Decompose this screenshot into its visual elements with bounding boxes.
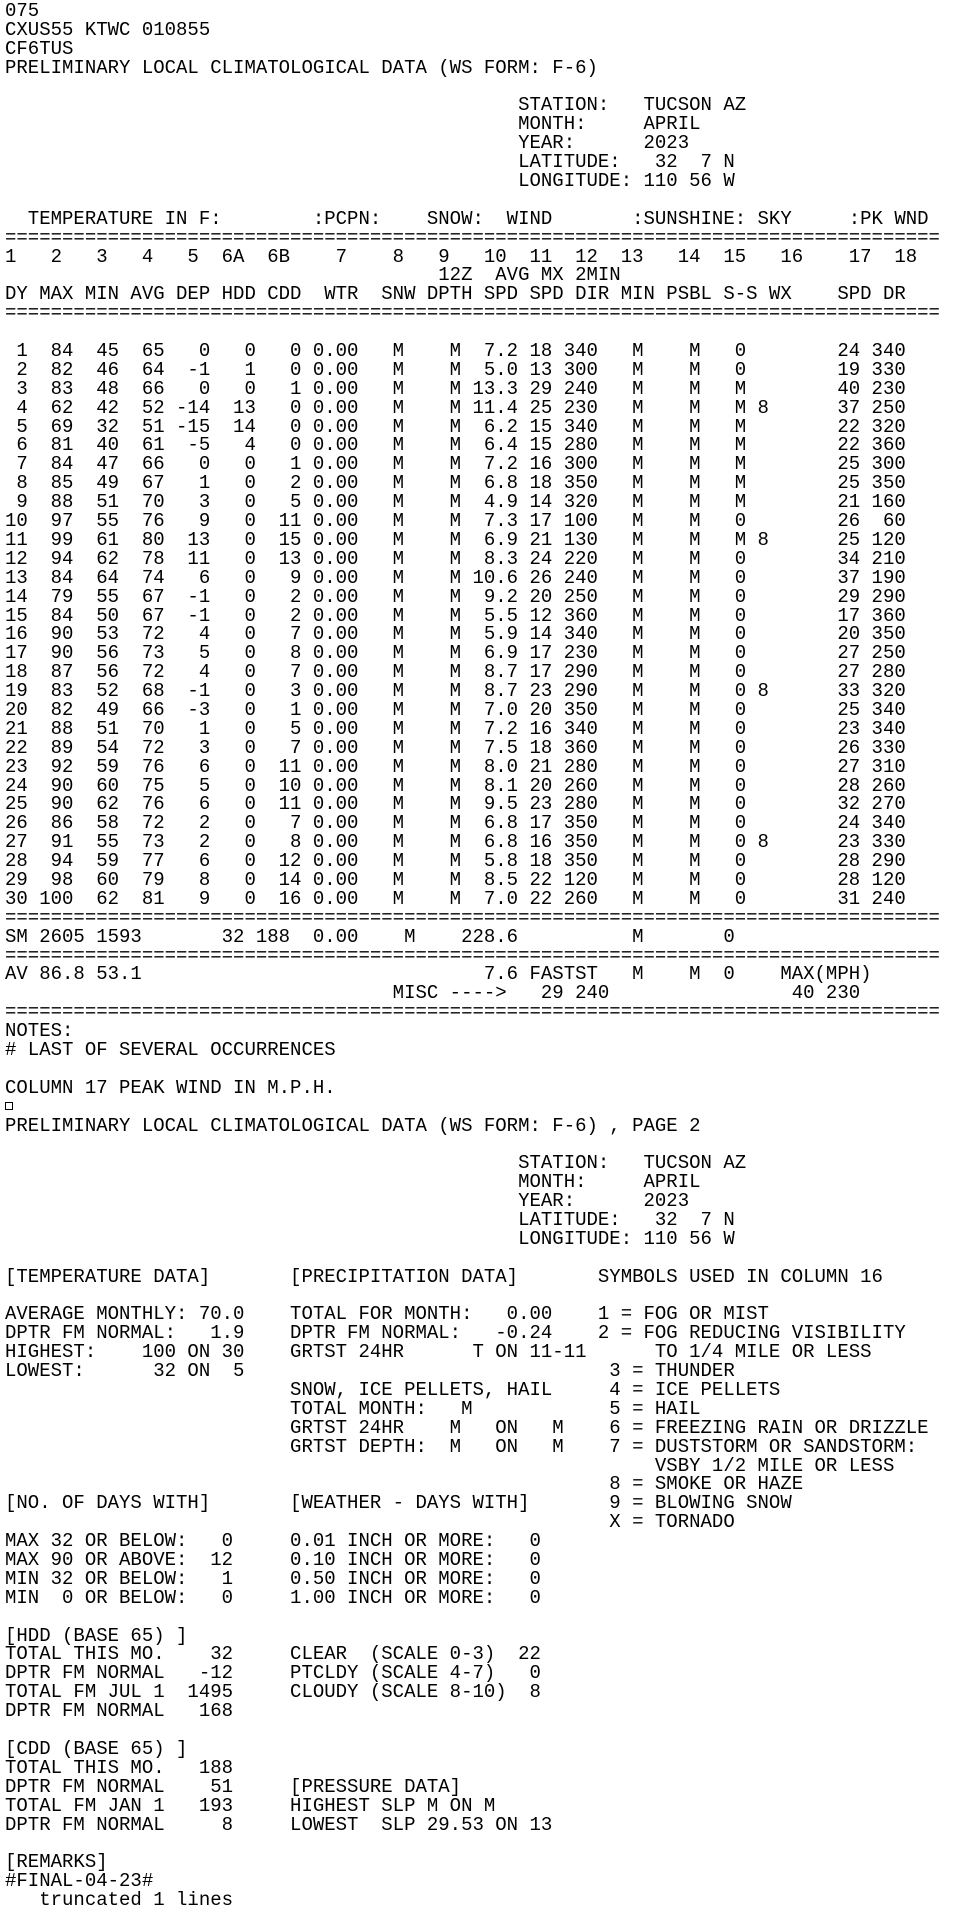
report-line: CXUS55 KTWC 010855 bbox=[5, 18, 211, 41]
report-line: 25 90 62 76 6 0 11 0.00 M M 9.5 23 280 M M 0 32 270 bbox=[5, 793, 906, 816]
report-line: 9 88 51 70 3 0 5 0.00 M M 4.9 14 320 M M M 21 160 bbox=[5, 491, 906, 514]
report-line: MAX 32 OR BELOW: 0 0.01 INCH OR MORE: 0 bbox=[5, 1530, 541, 1553]
report-line bbox=[5, 1834, 969, 1853]
report-line: LOWEST: 32 ON 5 3 = THUNDER bbox=[5, 1360, 735, 1383]
report-line: YEAR: 2023 bbox=[5, 1190, 690, 1213]
report-line: SM 2605 1593 32 188 0.00 M 228.6 M 0 bbox=[5, 925, 735, 948]
report-line: GRTST DEPTH: M ON M 7 = DUSTSTORM OR SANDSTORM: bbox=[5, 1435, 918, 1458]
report-line: DPTR FM NORMAL 51 [PRESSURE DATA] bbox=[5, 1775, 462, 1798]
report-line: LATITUDE: 32 7 N bbox=[5, 151, 735, 174]
report-line: 1 84 45 65 0 0 0 0.00 M M 7.2 18 340 M M 0 24 340 bbox=[5, 340, 906, 363]
report-line: 23 92 59 76 6 0 11 0.00 M M 8.0 21 280 M M 0 27 310 bbox=[5, 755, 906, 778]
report-line: PRELIMINARY LOCAL CLIMATOLOGICAL DATA (WS FORM: F-6) , PAGE 2 bbox=[5, 1114, 701, 1137]
report-line: 8 85 49 67 1 0 2 0.00 M M 6.8 18 350 M M M 25 350 bbox=[5, 472, 906, 495]
report-line bbox=[5, 1249, 969, 1268]
report-line: TOTAL FM JUL 1 1495 CLOUDY (SCALE 8-10) 8 bbox=[5, 1681, 541, 1704]
report-line: 22 89 54 72 3 0 7 0.00 M M 7.5 18 360 M M 0 26 330 bbox=[5, 736, 906, 759]
report-line: MIN 32 OR BELOW: 1 0.50 INCH OR MORE: 0 bbox=[5, 1567, 541, 1590]
report-line: HIGHEST: 100 ON 30 GRTST 24HR T ON 11-11 TO 1/4 MILE OR LESS bbox=[5, 1341, 872, 1364]
report-line: 21 88 51 70 1 0 5 0.00 M M 7.2 16 340 M M 0 23 340 bbox=[5, 717, 906, 740]
report-line: 11 99 61 80 13 0 15 0.00 M M 6.9 21 130 M M M 8 25 120 bbox=[5, 528, 906, 551]
report-line: DPTR FM NORMAL 168 bbox=[5, 1700, 234, 1723]
report-line: 2 82 46 64 -1 1 0 0.00 M M 5.0 13 300 M M 0 19 330 bbox=[5, 358, 906, 381]
report-line: COLUMN 17 PEAK WIND IN M.P.H. bbox=[5, 1076, 336, 1099]
report-line: 13 84 64 74 6 0 9 0.00 M M 10.6 26 240 M M 0 37 190 bbox=[5, 566, 906, 589]
report-line: NOTES: bbox=[5, 1020, 74, 1043]
report-line: TEMPERATURE IN F: :PCPN: SNOW: WIND :SUNSHINE: SKY :PK WND bbox=[5, 207, 929, 230]
report-line: PRELIMINARY LOCAL CLIMATOLOGICAL DATA (WS FORM: F-6) bbox=[5, 56, 598, 79]
report-line: TOTAL MONTH: M 5 = HAIL bbox=[5, 1397, 701, 1420]
report-line: 30 100 62 81 9 0 16 0.00 M M 7.0 22 260 M M 0 31 240 bbox=[5, 887, 906, 910]
report-line: 6 81 40 61 -5 4 0 0.00 M M 6.4 15 280 M M M 22 360 bbox=[5, 434, 906, 457]
report-line: CF6TUS bbox=[5, 37, 74, 60]
report-line: TOTAL THIS MO. 32 CLEAR (SCALE 0-3) 22 bbox=[5, 1643, 541, 1666]
report-line: GRTST 24HR M ON M 6 = FREEZING RAIN OR DRIZZLE bbox=[5, 1416, 929, 1439]
report-line: 26 86 58 72 2 0 7 0.00 M M 6.8 17 350 M M 0 24 340 bbox=[5, 812, 906, 835]
report-line: 28 94 59 77 6 0 12 0.00 M M 5.8 18 350 M M 0 28 290 bbox=[5, 850, 906, 873]
report-line: X = TORNADO bbox=[5, 1511, 735, 1534]
report-line: AVERAGE MONTHLY: 70.0 TOTAL FOR MONTH: 0.00 1 = FOG OR MIST bbox=[5, 1303, 769, 1326]
report-line: [TEMPERATURE DATA] [PRECIPITATION DATA] SYMBOLS USED IN COLUMN 16 bbox=[5, 1265, 883, 1288]
report-line: LONGITUDE: 110 56 W bbox=[5, 170, 735, 193]
report-line: 4 62 42 52 -14 13 0 0.00 M M 11.4 25 230 M M M 8 37 250 bbox=[5, 396, 906, 419]
report-line: 27 91 55 73 2 0 8 0.00 M M 6.8 16 350 M M 0 8 23 330 bbox=[5, 831, 906, 854]
report-line: DPTR FM NORMAL -12 PTCLDY (SCALE 4-7) 0 bbox=[5, 1662, 541, 1685]
report-line: MIN 0 OR BELOW: 0 1.00 INCH OR MORE: 0 bbox=[5, 1586, 541, 1609]
report-line: MONTH: APRIL bbox=[5, 113, 701, 136]
report-line: 12Z AVG MX 2MIN bbox=[5, 264, 621, 287]
report-line: MISC ----> 29 240 40 230 bbox=[5, 982, 861, 1005]
report-line: 16 90 53 72 4 0 7 0.00 M M 5.9 14 340 M M 0 20 350 bbox=[5, 623, 906, 646]
report-line: [REMARKS] bbox=[5, 1851, 108, 1874]
report-line: ================================================================================== bbox=[5, 906, 940, 929]
report-line: 1 2 3 4 5 6A 6B 7 8 9 10 11 12 13 14 15 16 17 18 bbox=[5, 245, 918, 268]
report-line: ================================================================================== bbox=[5, 1001, 940, 1024]
report-line: 075 bbox=[5, 0, 40, 22]
report-line: MONTH: APRIL bbox=[5, 1171, 701, 1194]
report-line: ================================================================================== bbox=[5, 302, 940, 325]
report-line bbox=[5, 1608, 969, 1627]
report-line: 7 84 47 66 0 0 1 0.00 M M 7.2 16 300 M M M 25 300 bbox=[5, 453, 906, 476]
report-line: ================================================================================== bbox=[5, 944, 940, 967]
report-line: 3 83 48 66 0 0 1 0.00 M M 13.3 29 240 M M M 40 230 bbox=[5, 377, 906, 400]
report-line: 10 97 55 76 9 0 11 0.00 M M 7.3 17 100 M M 0 26 60 bbox=[5, 510, 906, 533]
report-line: VSBY 1/2 MILE OR LESS bbox=[5, 1454, 895, 1477]
report-line: TOTAL THIS MO. 188 bbox=[5, 1756, 234, 1779]
report-line: SNOW, ICE PELLETS, HAIL 4 = ICE PELLETS bbox=[5, 1379, 781, 1402]
report-line: # LAST OF SEVERAL OCCURRENCES bbox=[5, 1038, 336, 1061]
report-line: 19 83 52 68 -1 0 3 0.00 M M 8.7 23 290 M M 0 8 33 320 bbox=[5, 680, 906, 703]
report-line: 5 69 32 51 -15 14 0 0.00 M M 6.2 15 340 M M M 22 320 bbox=[5, 415, 906, 438]
report-line: DPTR FM NORMAL 8 LOWEST SLP 29.53 ON 13 bbox=[5, 1813, 553, 1836]
report-line: LONGITUDE: 110 56 W bbox=[5, 1227, 735, 1250]
report-line: DY MAX MIN AVG DEP HDD CDD WTR SNW DPTH SPD SPD DIR MIN PSBL S-S WX SPD DR bbox=[5, 283, 906, 306]
report-line: #FINAL-04-23# bbox=[5, 1870, 154, 1893]
report-line: [CDD (BASE 65) ] bbox=[5, 1737, 188, 1760]
page-break-marker bbox=[5, 1102, 13, 1110]
report-line: 14 79 55 67 -1 0 2 0.00 M M 9.2 20 250 M M 0 29 290 bbox=[5, 585, 906, 608]
report-line bbox=[5, 191, 969, 210]
report-line: STATION: TUCSON AZ bbox=[5, 94, 747, 117]
report-line: 18 87 56 72 4 0 7 0.00 M M 8.7 17 290 M M 0 27 280 bbox=[5, 661, 906, 684]
report-line: [NO. OF DAYS WITH] [WEATHER - DAYS WITH] 9 = BLOWING SNOW bbox=[5, 1492, 792, 1515]
report-line: STATION: TUCSON AZ bbox=[5, 1152, 747, 1175]
report-line: DPTR FM NORMAL: 1.9 DPTR FM NORMAL: -0.24 2 = FOG REDUCING VISIBILITY bbox=[5, 1322, 906, 1345]
report-line: 8 = SMOKE OR HAZE bbox=[5, 1473, 804, 1496]
report-line: ================================================================================== bbox=[5, 226, 940, 249]
report-line: 17 90 56 73 5 0 8 0.00 M M 6.9 17 230 M M 0 27 250 bbox=[5, 642, 906, 665]
report-line: 24 90 60 75 5 0 10 0.00 M M 8.1 20 260 M M 0 28 260 bbox=[5, 774, 906, 797]
report-line: [HDD (BASE 65) ] bbox=[5, 1624, 188, 1647]
report-line bbox=[5, 1060, 969, 1079]
report-line: MAX 90 OR ABOVE: 12 0.10 INCH OR MORE: 0 bbox=[5, 1549, 541, 1572]
report-line: 15 84 50 67 -1 0 2 0.00 M M 5.5 12 360 M M 0 17 360 bbox=[5, 604, 906, 627]
report-line: YEAR: 2023 bbox=[5, 132, 690, 155]
report-line: AV 86.8 53.1 7.6 FASTST M M 0 MAX(MPH) bbox=[5, 963, 872, 986]
report-line: 12 94 62 78 11 0 13 0.00 M M 8.3 24 220 M M 0 34 210 bbox=[5, 547, 906, 570]
report-line: 29 98 60 79 8 0 14 0.00 M M 8.5 22 120 M M 0 28 120 bbox=[5, 868, 906, 891]
report-line: LATITUDE: 32 7 N bbox=[5, 1209, 735, 1231]
report-line bbox=[5, 1098, 969, 1117]
report-line: TOTAL FM JAN 1 193 HIGHEST SLP M ON M bbox=[5, 1794, 496, 1817]
report-line: 20 82 49 66 -3 0 1 0.00 M M 7.0 20 350 M M 0 25 340 bbox=[5, 698, 906, 721]
report-line: truncated 1 lines bbox=[5, 1889, 234, 1910]
